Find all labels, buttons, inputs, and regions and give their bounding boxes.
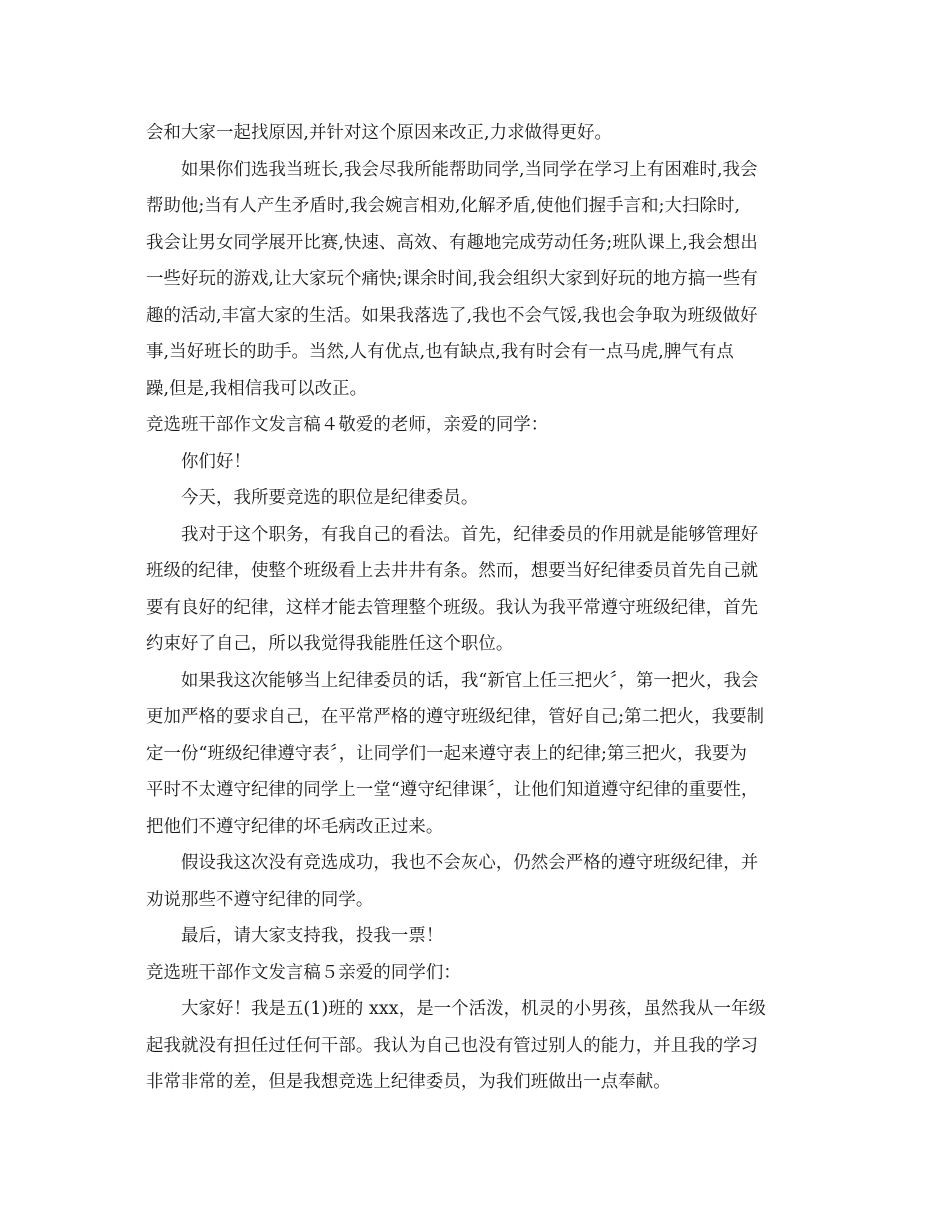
text-line: 我对于这个职务，有我自己的看法。首先，纪律委员的作用就是能够管理好 — [181, 524, 759, 545]
document-body — [146, 115, 816, 1101]
text-line: 今天，我所要竞选的职位是纪律委员。 — [181, 488, 479, 508]
text-line: 帮助他;当有人产生矛盾时,我会婉言相劝,化解矛盾,使他们握手言和;大扫除时, — [146, 196, 741, 216]
text-line: 劝说那些不遵守纪律的同学。 — [146, 889, 374, 910]
text-line: 趣的活动,丰富大家的生活。如果我落选了,我也不会气馁,我也会争取为班级做好 — [146, 305, 758, 326]
text-line: 躁,但是,我相信我可以改正。 — [146, 378, 368, 399]
text-line: 更加严格的要求自己，在平常严格的遵守班级纪律，管好自己;第二把火，我要制 — [146, 707, 765, 727]
text-line: 会和大家一起找原因,并针对这个原因来改正,力求做得更好。 — [146, 123, 613, 143]
text-line: 要有良好的纪律，这样才能去管理整个班级。我认为我平常遵守班级纪律，首先 — [146, 597, 759, 618]
text-line: 约束好了自己，所以我觉得我能胜任这个职位。 — [146, 634, 514, 654]
text-line: 如果我这次能够当上纪律委员的话，我“新官上任三把火〞，第一把火，我会 — [181, 670, 759, 691]
text-line: 把他们不遵守纪律的坏毛病改正过来。 — [146, 816, 444, 837]
text-line: 你们好！ — [181, 451, 251, 472]
section-heading: 竞选班干部作文发言稿５亲爱的同学们： — [146, 962, 461, 983]
text-line: 最后，请大家支持我，投我一票！ — [181, 926, 444, 946]
text-line: 班级的纪律，使整个班级看上去井井有条。然而，想要当好纪律委员首先自己就 — [146, 561, 759, 581]
text-line: 假设我这次没有竞选成功，我也不会灰心，仍然会严格的遵守班级纪律，并 — [181, 853, 759, 873]
text-line: 如果你们选我当班长,我会尽我所能帮助同学,当同学在学习上有困难时,我会 — [181, 159, 758, 180]
text-line: 事,当好班长的助手。当然,人有优点,也有缺点,我有时会有一点马虎,脾气有点 — [146, 342, 734, 362]
text-line: 我会让男女同学展开比赛,快速、高效、有趣地完成劳动任务;班队课上,我会想出 — [146, 232, 758, 253]
text-line: 定一份“班级纪律遵守表〞，让同学们一起来遵守表上的纪律;第三把火，我要为 — [146, 743, 747, 764]
text-line: 大家好！我是五(1)班的 xxx，是一个活泼，机灵的小男孩，虽然我从一年级 — [181, 999, 767, 1019]
text-line: 起我就没有担任过任何干部。我认为自己也没有管过别人的能力，并且我的学习 — [146, 1035, 759, 1056]
text-line: 非常非常的差，但是我想竞选上纪律委员，为我们班做出一点奉献。 — [146, 1072, 671, 1092]
section-heading: 竞选班干部作文发言稿４敬爱的老师，亲爱的同学： — [146, 415, 549, 435]
text-line: 平时不太遵守纪律的同学上一堂“遵守纪律课〞，让他们知道遵守纪律的重要性， — [146, 780, 759, 800]
text-line: 一些好玩的游戏,让大家玩个痛快;课余时间,我会组织大家到好玩的地方搞一些有 — [146, 269, 758, 289]
